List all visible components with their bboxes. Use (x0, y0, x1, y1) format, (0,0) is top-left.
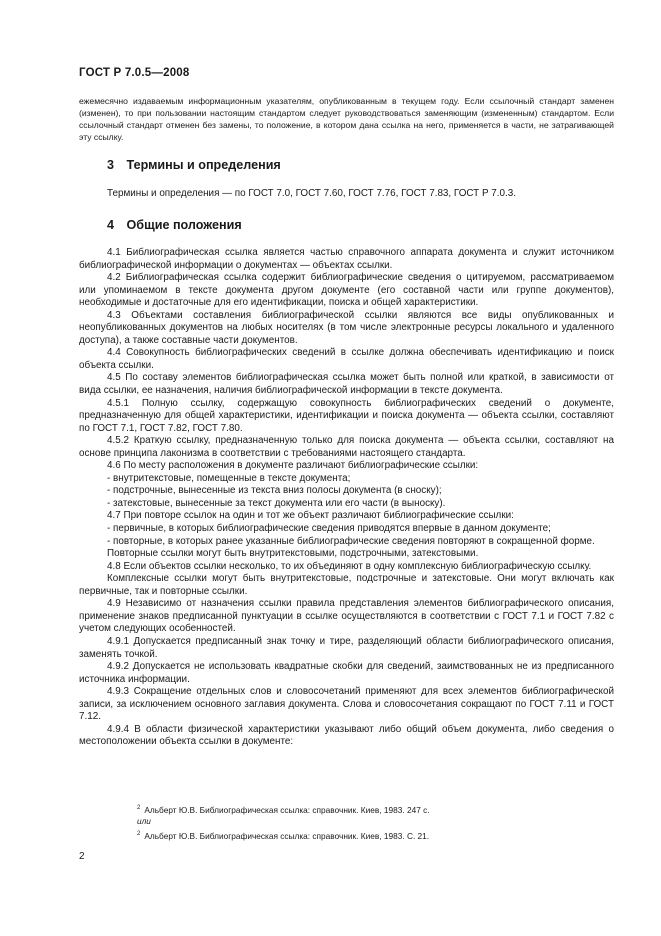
footnote-example-2 (137, 829, 614, 842)
paragraph-4-8: 4.8 Если объектов ссылки несколько, то их объединяют в одну комплексную библиографическую ссылку. (107, 560, 592, 572)
section-3-text: Термины и определения — по ГОСТ 7.0, ГОСТ 7.60, ГОСТ 7.76, ГОСТ 7.83, ГОСТ Р 7.0.3. (107, 188, 516, 199)
continuation-paragraph: ежемесячно издаваемым информационным указателям, опубликованным в текущем году. Если ссылочный стандарт заменен (изменен), то при пользовании настоящим стандартом следует руководствоваться заменяющим (измененным) стандартом. Если ссылочный стандарт отменен без замены, то положение, в котором дана ссылка на него, применяется в части, не затрагивающей эту ссылку. (79, 96, 614, 142)
paragraph-4-2: 4.2 Библиографическая ссылка содержит библиографические сведения о цитируемом, рассматриваемом или упоминаемом в тексте документа другом документе (его составной части или группе документов), необходимые и достаточные для его идентификации, поиска и общей характеристики. (79, 272, 614, 309)
footnote-example-1 (137, 803, 614, 816)
section-4-number: 4 (107, 218, 115, 232)
paragraph-4-9: 4.9 Независимо от назначения ссылки правила представления элементов библиографического описания, применение знаков предписанной пунктуации в ссылке осуществляются в соответствии с ГОСТ 7.1 и ГОСТ 7.82 с учетом следующих особенностей. (79, 598, 614, 635)
page-header: ГОСТ Р 7.0.5—2008 (79, 67, 190, 79)
list-item-endnote: - затекстовые, вынесенные за текст документа или его части (в выноску). (107, 497, 446, 509)
paragraph-4-4: 4.4 Совокупность библиографических сведений в ссылке должна обеспечивать идентификацию и поиск объекта ссылки. (79, 347, 614, 371)
paragraph-complex-types: Комплексные ссылки могут быть внутритекстовые, подстрочные и затекстовые. Они могут включать как первичные, так и повторные ссылки. (79, 573, 614, 597)
section-3-number: 3 (107, 158, 115, 172)
paragraph-4-6: 4.6 По месту расположения в документе различают библиографические ссылки: (107, 460, 479, 472)
section-4-heading (107, 218, 242, 232)
paragraph-4-5: 4.5 По составу элементов библиографическая ссылка может быть полной или краткой, в зависимости от вида ссылки, ее назначения, наличия библиографической информации в тексте документа. (79, 372, 614, 397)
paragraph-4-9-3: 4.9.3 Сокращение отдельных слов и словосочетаний применяют для всех элементов библиографической записи, за исключением основного заглавия документа. Слова и словосочетания сокращают по ГОСТ 7.11 и ГОСТ 7.12. (79, 686, 614, 723)
paragraph-4-3: 4.3 Объектами составления библиографической ссылки являются все виды опубликованных и неопубликованных документов на любых носителях (в том числе электронные ресурсы локального и удаленного доступа), а также составные части документов. (79, 309, 614, 346)
paragraph-4-5-2: 4.5.2 Краткую ссылку, предназначенную только для поиска документа — объекта ссылки, составляют на основе принципа лаконизма в соответствии с требованиями настоящего стандарта. (79, 435, 614, 459)
paragraph-4-9-4: 4.9.4 В области физической характеристики указывают либо общий объем документа, либо сведения о местоположении объекта ссылки в документе: (79, 723, 614, 748)
paragraph-repeated-types: Повторные ссылки могут быть внутритекстовыми, подстрочными, затекстовыми. (107, 548, 479, 560)
page-number: 2 (79, 851, 85, 862)
list-item-primary: - первичные, в которых библиографические сведения приводятся впервые в данном документе; (107, 523, 551, 535)
section-3-title: Термины и определения (126, 158, 281, 172)
list-item-footnote: - подстрочные, вынесенные из текста вниз полосы документа (в сноску); (107, 485, 442, 497)
section-4-body (79, 247, 614, 749)
list-item-repeated: - повторные, в которых ранее указанные библиографические сведения повторяют в сокращенной форме. (107, 535, 595, 547)
footnote-mark: 2 (137, 831, 141, 837)
section-3-heading (107, 158, 281, 172)
footnote-text-2: Альберт Ю.В. Библиографическая ссылка: справочник. Киев, 1983. С. 21. (144, 831, 430, 841)
footnote-mark: 2 (137, 805, 141, 811)
section-4-title: Общие положения (126, 218, 242, 232)
paragraph-4-7: 4.7 При повторе ссылок на один и тот же объект различают библиографические ссылки: (107, 510, 514, 522)
paragraph-4-9-2: 4.9.2 Допускается не использовать квадратные скобки для сведений, заимствованных не из предписанного источника информации. (79, 661, 614, 685)
paragraph-4-1: 4.1 Библиографическая ссылка является частью справочного аппарата документа и служит источником библиографической информации о документах — объектах ссылки. (79, 247, 614, 271)
paragraph-4-5-1: 4.5.1 Полную ссылку, содержащую совокупность библиографических сведений о документе, предназначенную для общей характеристики, идентификации и поиска документа — объекта ссылки, составляют по ГОСТ 7.1, ГОСТ 7.82, ГОСТ 7.80. (79, 397, 614, 434)
paragraph-4-9-1: 4.9.1 Допускается предписанный знак точку и тире, разделяющий области библиографического описания, заменять точкой. (79, 635, 614, 660)
list-item-in-text: - внутритекстовые, помещенные в тексте документа; (107, 472, 351, 484)
footnote-or: или (137, 816, 151, 826)
footnote-text-1: Альберт Ю.В. Библиографическая ссылка: справочник. Киев, 1983. 247 с. (144, 805, 430, 815)
